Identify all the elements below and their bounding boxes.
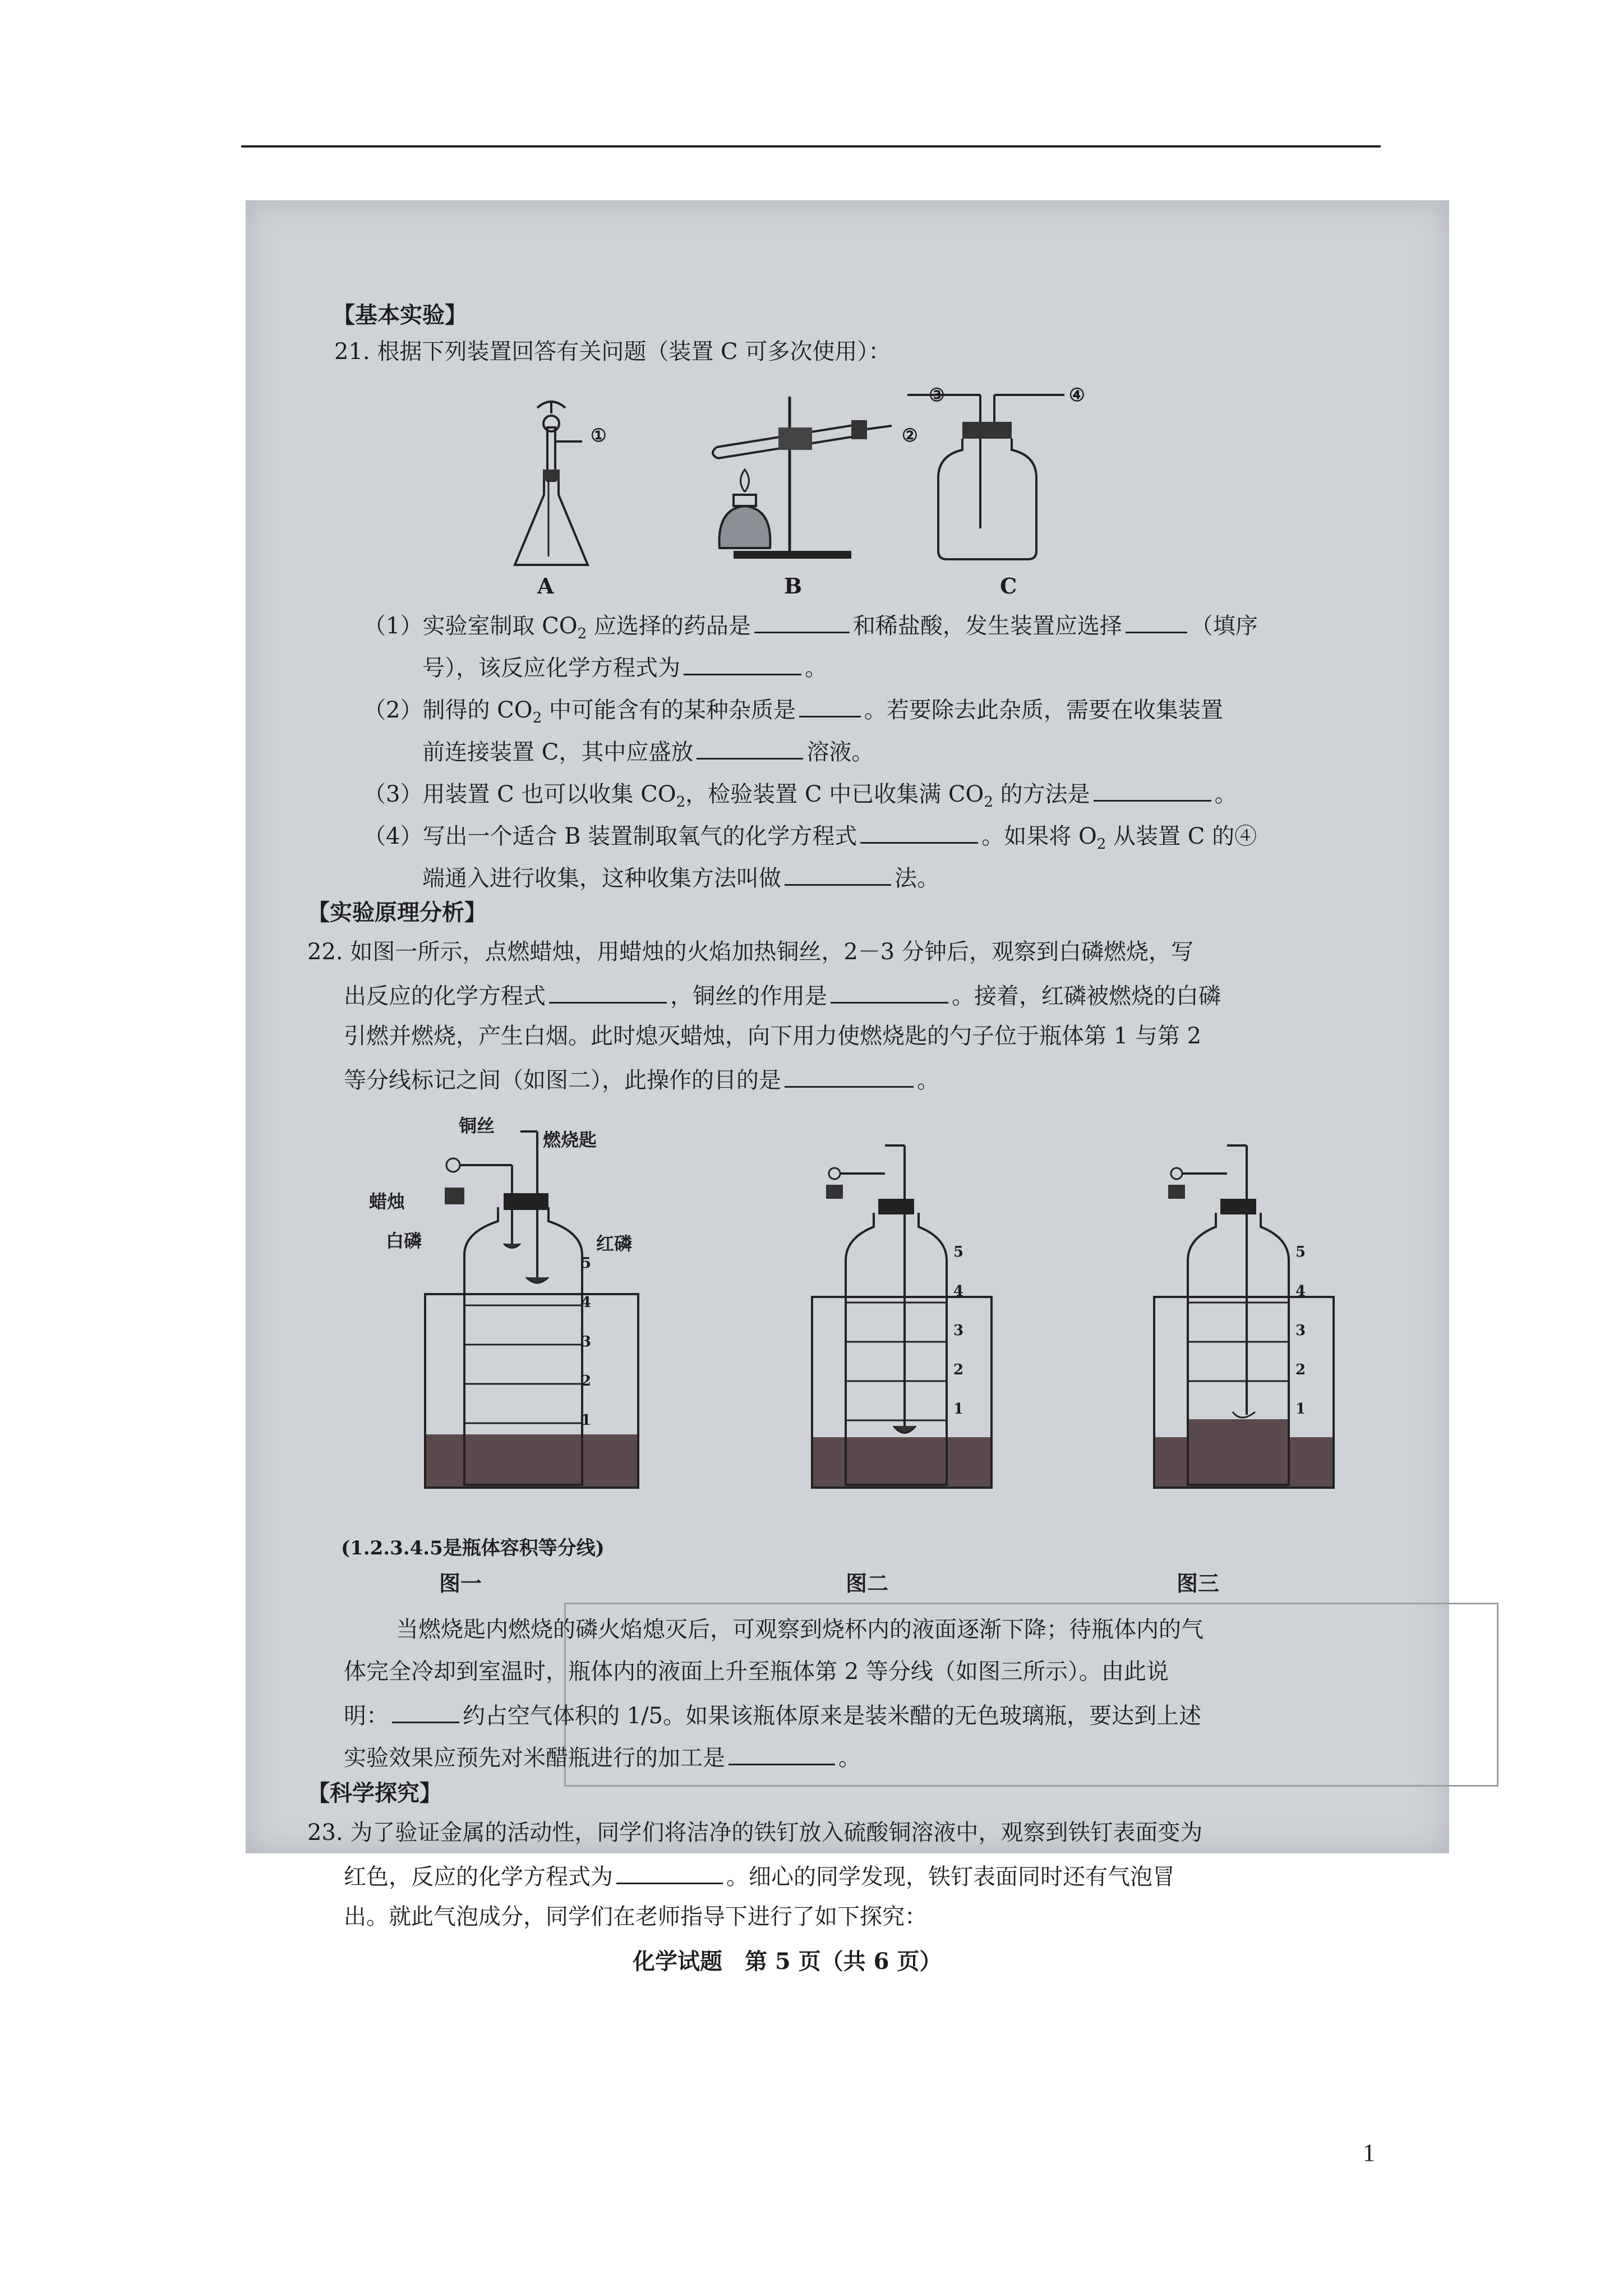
q22-cont-line2: 体完全冷却到室温时，瓶体内的液面上升至瓶体第 2 等分线（如图三所示）。由此说 xyxy=(344,1659,1169,1685)
q21-part2-line2: 前连接装置 C，其中应盛放 溶液。 xyxy=(422,739,874,765)
figure-2-apparatus xyxy=(806,1134,997,1527)
q23-line1: 23. 为了验证金属的活动性，同学们将洁净的铁钉放入硫酸铜溶液中，观察到铁钉表面变为 xyxy=(307,1820,1203,1846)
q22-cont-line1: 当燃烧匙内燃烧的磷火焰熄灭后，可观察到烧杯内的液面逐渐下降；待瓶体内的气 xyxy=(396,1617,1204,1642)
q21-stem: 21. 根据下列装置回答有关问题（装置 C 可多次使用）： xyxy=(334,339,891,365)
fig1-mark-3: 3 xyxy=(581,1333,592,1350)
fig3-mark-1: 1 xyxy=(1295,1401,1306,1418)
blank-q21-4-equation[interactable] xyxy=(860,823,978,844)
fig2-mark-1: 1 xyxy=(953,1401,964,1418)
fig3-mark-4: 4 xyxy=(1295,1283,1306,1300)
apparatus-b-tube-heating xyxy=(683,385,896,570)
fig1-mark-5: 5 xyxy=(581,1255,592,1272)
q21-part3: （3）用装置 C 也可以收集 $CO_2$，检验装置 C 中已收集满 $CO_2$ 的方法是 。 xyxy=(363,781,1237,811)
blank-q23-equation[interactable] xyxy=(616,1864,723,1884)
fig3-caption: 图三 xyxy=(1177,1571,1220,1596)
port-4: ④ xyxy=(1069,384,1085,406)
fig3-mark-2: 2 xyxy=(1295,1361,1306,1378)
section-principle: 【实验原理分析】 xyxy=(307,899,487,926)
blank-q21-2-solution[interactable] xyxy=(697,739,803,760)
blank-q21-3-method[interactable] xyxy=(1094,781,1211,802)
q21-part1-line2: 号），该反应化学方程式为 。 xyxy=(422,655,827,681)
q23-line2: 红色，反应的化学方程式为 。细心的同学发现，铁钉表面同时还有气泡冒 xyxy=(344,1864,1175,1890)
blank-q21-2-impurity[interactable] xyxy=(799,697,861,717)
port-3: ③ xyxy=(929,384,945,406)
q22-line4: 等分线标记之间（如图二），此操作的目的是 。 xyxy=(344,1068,939,1093)
q21-part4-line1: （4）写出一个适合 B 装置制取氧气的化学方程式 。如果将 $O_2$ 从装置 C 的④ xyxy=(363,823,1257,853)
fig3-mark-5: 5 xyxy=(1295,1244,1306,1260)
blank-q21-4-method[interactable] xyxy=(785,865,891,886)
label-c: C xyxy=(1000,573,1017,599)
scanned-exam-page xyxy=(246,200,1449,1975)
fig1-label-red-phosphorus: 红磷 xyxy=(596,1233,633,1254)
fig1-note: (1.2.3.4.5是瓶体容积等分线) xyxy=(341,1537,605,1559)
q22-cont-line3: 明： 约占空气体积的 1/5。如果该瓶体原来是装米醋的无色玻璃瓶，要达到上述 xyxy=(344,1703,1202,1729)
blank-q22-gas[interactable] xyxy=(392,1703,459,1723)
blank-q21-1-reagent[interactable] xyxy=(754,613,850,633)
fig1-mark-1: 1 xyxy=(581,1412,592,1429)
fig2-mark-2: 2 xyxy=(953,1361,964,1378)
blank-q22-purpose[interactable] xyxy=(785,1067,914,1088)
port-1: ① xyxy=(591,425,607,446)
q22-cont-line4: 实验效果应预先对米醋瓶进行的加工是 。 xyxy=(344,1745,861,1771)
apparatus-c-gas-bottle xyxy=(896,383,1076,568)
apparatus-a-flask xyxy=(504,397,649,587)
q22-line2: 出反应的化学方程式 ，铜丝的作用是 。接着，红磷被燃烧的白磷 xyxy=(344,983,1221,1009)
fig2-mark-5: 5 xyxy=(953,1244,964,1260)
section-basic: 【基本实验】 xyxy=(333,302,467,328)
label-a: A xyxy=(537,573,554,599)
blank-q22-copper-role[interactable] xyxy=(831,983,948,1004)
fig1-label-white-phosphorus: 白磷 xyxy=(386,1230,422,1251)
q21-part2-line1: （2）制得的 $CO_2$ 中可能含有的某种杂质是 。若要除去此杂质，需要在收集装置 xyxy=(363,697,1223,726)
q21-part4-line2: 端通入进行收集，这种收集方法叫做 法。 xyxy=(422,866,939,891)
section-science: 【科学探究】 xyxy=(307,1780,442,1806)
figure-3-apparatus xyxy=(1149,1134,1339,1527)
blank-q22-processing[interactable] xyxy=(728,1745,835,1765)
fig2-caption: 图二 xyxy=(846,1571,889,1596)
q22-line3: 引燃并燃烧，产生白烟。此时熄灭蜡烛，向下用力使燃烧匙的勺子位于瓶体第 1 与第 2 xyxy=(344,1023,1202,1049)
label-b: B xyxy=(784,573,803,599)
q22-line1: 22. 如图一所示，点燃蜡烛，用蜡烛的火焰加热铜丝，2－3 分钟后，观察到白磷燃烧，写 xyxy=(307,939,1193,965)
fig1-mark-2: 2 xyxy=(581,1373,592,1389)
fig1-label-copper: 铜丝 xyxy=(459,1115,495,1137)
blank-q21-1-equation[interactable] xyxy=(684,655,801,675)
q23-line3: 出。就此气泡成分，同学们在老师指导下进行了如下探究： xyxy=(344,1904,927,1930)
page-number: 1 xyxy=(1363,2139,1375,2166)
fig2-mark-4: 4 xyxy=(953,1283,964,1300)
fig1-label-spoon: 燃烧匙 xyxy=(543,1129,597,1151)
fig1-label-candle: 蜡烛 xyxy=(369,1191,405,1212)
header-rule xyxy=(241,145,1381,148)
fig3-mark-3: 3 xyxy=(1295,1322,1306,1339)
q21-part1-line1: （1）实验室制取 $CO_2$ 应选择的药品是 和稀盐酸，发生装置应选择 （填序 xyxy=(363,613,1258,642)
fig1-caption: 图一 xyxy=(439,1571,482,1596)
blank-q22-equation[interactable] xyxy=(549,983,667,1004)
page-footer: 化学试题 第 5 页（共 6 页） xyxy=(633,1948,942,1975)
port-2: ② xyxy=(902,425,918,446)
fig1-mark-4: 4 xyxy=(581,1294,592,1311)
fig2-mark-3: 3 xyxy=(953,1322,964,1339)
figure-1-apparatus xyxy=(414,1109,649,1530)
blank-q21-1-device[interactable] xyxy=(1126,613,1187,633)
